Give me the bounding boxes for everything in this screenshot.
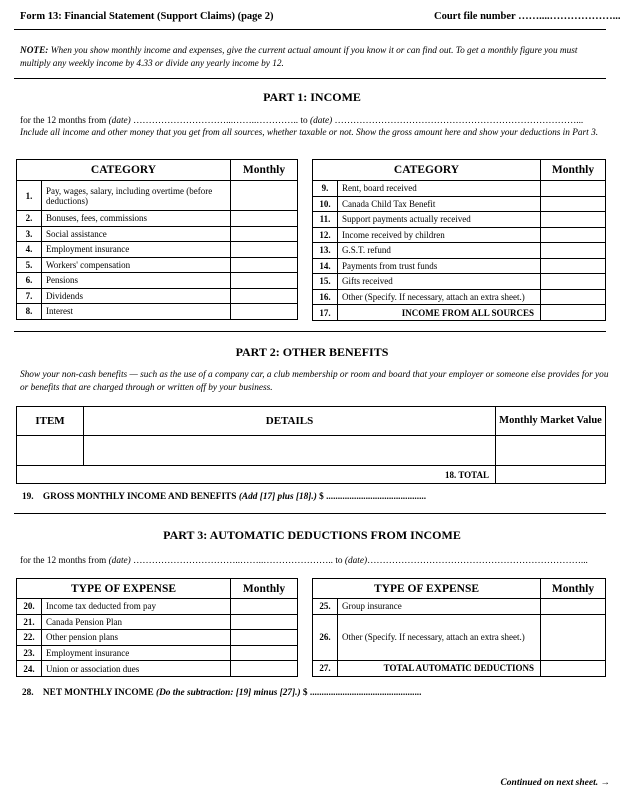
row-label: Other pension plans — [42, 630, 231, 646]
row-label: Union or association dues — [42, 661, 231, 677]
monthly-cell[interactable] — [231, 181, 298, 211]
row-number: 25. — [313, 599, 338, 615]
row-number: 17. — [313, 305, 338, 321]
row-number: 1. — [17, 181, 42, 211]
type-header: TYPE OF EXPENSE — [313, 579, 541, 599]
row-number: 11. — [313, 212, 338, 228]
row-number: 13. — [313, 243, 338, 259]
monthly-cell[interactable] — [541, 212, 606, 228]
table-row — [17, 257, 298, 273]
row-number: 27. — [313, 660, 338, 676]
income-table-left — [16, 159, 298, 320]
monthly-cell[interactable] — [541, 614, 606, 660]
table-row — [313, 227, 606, 243]
row-label: Other (Specify. If necessary, attach an extra sheet.) — [338, 289, 541, 305]
line28: 28. NET MONTHLY INCOME (Do the subtraction: [19] minus [27].) $ ................................................ — [22, 688, 422, 698]
value-cell[interactable] — [496, 436, 606, 466]
row-number: 2. — [17, 211, 42, 227]
row-number: 6. — [17, 273, 42, 289]
type-header: TYPE OF EXPENSE — [17, 579, 231, 599]
row-label: Employment insurance — [42, 242, 231, 258]
table-row — [17, 614, 298, 630]
monthly-cell[interactable] — [231, 288, 298, 304]
row-label: Canada Child Tax Benefit — [338, 196, 541, 212]
benefits-total-label: 18. TOTAL — [17, 466, 496, 484]
table-row — [17, 630, 298, 646]
table-row — [17, 599, 298, 615]
table-row — [313, 614, 606, 660]
row-label: Social assistance — [42, 226, 231, 242]
table-row — [17, 645, 298, 661]
part1-to-date[interactable]: ……………………………………………………………………... — [332, 116, 584, 126]
row-label: Bonuses, fees, commissions — [42, 211, 231, 227]
part3-from-date[interactable]: ……………………………..……..………………….. to — [130, 556, 345, 566]
table-row — [313, 599, 606, 615]
deductions-table-left — [16, 578, 298, 677]
line19-amount[interactable]: $ ........................................... — [319, 492, 427, 502]
table-row — [313, 243, 606, 259]
monthly-header: Monthly — [231, 579, 298, 599]
monthly-cell[interactable] — [231, 257, 298, 273]
monthly-cell[interactable] — [231, 614, 298, 630]
monthly-header: Monthly — [541, 579, 606, 599]
monthly-cell[interactable] — [541, 243, 606, 259]
row-label: Canada Pension Plan — [42, 614, 231, 630]
part3-to-date[interactable]: ……………………………………………………………... — [367, 556, 588, 566]
row-label: Gifts received — [338, 274, 541, 290]
row-number: 23. — [17, 645, 42, 661]
monthly-cell[interactable] — [231, 630, 298, 646]
total-row — [313, 660, 606, 676]
monthly-cell[interactable] — [541, 274, 606, 290]
row-label: G.S.T. refund — [338, 243, 541, 259]
row-number: 26. — [313, 614, 338, 660]
row-label: Support payments actually received — [338, 212, 541, 228]
row-number: 12. — [313, 227, 338, 243]
row-number: 8. — [17, 304, 42, 320]
table-row — [313, 196, 606, 212]
part1-title: PART 1: INCOME — [263, 90, 361, 104]
part1-instruction: Include all income and other money that you get from all sources, whether taxable or not. Show the gross amount here and show your deductions in Part 3. — [20, 128, 599, 138]
row-number: 10. — [313, 196, 338, 212]
row-number: 14. — [313, 258, 338, 274]
row-label: Group insurance — [338, 599, 541, 615]
monthly-cell[interactable] — [231, 645, 298, 661]
row-label: Interest — [42, 304, 231, 320]
part2-instruction: Show your non-cash benefits — such as the use of a company car, a club membership or room and board that your employer or someone else provides for you or benefits that are charged through or written off by your business. — [20, 370, 609, 393]
row-number: 20. — [17, 599, 42, 615]
row-label: Income received by children — [338, 227, 541, 243]
monthly-cell[interactable] — [231, 599, 298, 615]
monthly-cell[interactable] — [231, 211, 298, 227]
category-header: CATEGORY — [17, 160, 231, 181]
monthly-cell[interactable] — [231, 304, 298, 320]
part3-period: for the 12 months from (date) ……………………………..……..………………….. to (date)……………………………………………………………... — [20, 556, 588, 566]
total-cell[interactable] — [541, 660, 606, 676]
monthly-cell[interactable] — [231, 273, 298, 289]
details-header: DETAILS — [84, 407, 496, 436]
line19: 19. GROSS MONTHLY INCOME AND BENEFITS (Add [17] plus [18].) $ ........................................... — [22, 492, 427, 502]
row-label: Pay, wages, salary, including overtime (before deductions) — [42, 181, 231, 211]
part2-title: PART 2: OTHER BENEFITS — [235, 345, 389, 359]
details-cell[interactable] — [84, 436, 496, 466]
continued-note: Continued on next sheet. → — [500, 778, 610, 788]
row-label: Pensions — [42, 273, 231, 289]
divider — [14, 331, 606, 332]
total-label: TOTAL AUTOMATIC DEDUCTIONS — [338, 660, 541, 676]
monthly-cell[interactable] — [541, 258, 606, 274]
row-number: 4. — [17, 242, 42, 258]
table-row — [313, 258, 606, 274]
total-cell[interactable] — [541, 305, 606, 321]
monthly-cell[interactable] — [541, 227, 606, 243]
table-row — [17, 661, 298, 677]
note-label: NOTE: — [20, 46, 49, 56]
divider — [14, 78, 606, 79]
total-label: INCOME FROM ALL SOURCES — [338, 305, 541, 321]
row-label: Income tax deducted from pay — [42, 599, 231, 615]
row-number: 5. — [17, 257, 42, 273]
table-row — [17, 226, 298, 242]
part1-period: for the 12 months from (date) …………………………...……..………….. to (date) ……………………………………………………………………... — [20, 116, 584, 126]
table-row — [17, 304, 298, 320]
table-row — [17, 181, 298, 211]
divider — [14, 29, 606, 30]
item-header: ITEM — [17, 407, 84, 436]
line28-amount[interactable]: $ ................................................ — [302, 688, 422, 698]
monthly-cell[interactable] — [541, 181, 606, 197]
monthly-header: Monthly — [541, 160, 606, 181]
row-label: Other (Specify. If necessary, attach an extra sheet.) — [338, 614, 541, 660]
row-number: 3. — [17, 226, 42, 242]
row-label: Payments from trust funds — [338, 258, 541, 274]
row-label: Rent, board received — [338, 181, 541, 197]
table-row — [313, 212, 606, 228]
row-number: 9. — [313, 181, 338, 197]
income-table-right — [312, 159, 606, 321]
monthly-cell[interactable] — [231, 226, 298, 242]
monthly-cell[interactable] — [541, 599, 606, 615]
note — [20, 45, 610, 70]
note-text: When you show monthly income and expenses, give the current actual amount if you know it or can find out. To get a monthly figure you must multiply any weekly income by 4.33 or divide any yearly income by 12. — [20, 46, 578, 69]
monthly-cell[interactable] — [231, 242, 298, 258]
table-row — [17, 211, 298, 227]
row-label: Employment insurance — [42, 645, 231, 661]
item-cell[interactable] — [17, 436, 84, 466]
benefits-table — [16, 406, 606, 484]
row-number: 22. — [17, 630, 42, 646]
row-number: 21. — [17, 614, 42, 630]
table-row — [17, 242, 298, 258]
part1-from-date[interactable]: …………………………...……..………….. to — [130, 116, 311, 126]
category-header: CATEGORY — [313, 160, 541, 181]
row-number: 15. — [313, 274, 338, 290]
benefits-total-cell[interactable] — [496, 466, 606, 484]
divider — [14, 513, 606, 514]
monthly-header: Monthly — [231, 160, 298, 181]
monthly-cell[interactable] — [541, 196, 606, 212]
row-label: Workers' compensation — [42, 257, 231, 273]
total-row — [313, 305, 606, 321]
monthly-cell[interactable] — [231, 661, 298, 677]
value-header: Monthly Market Value — [496, 407, 606, 436]
table-row — [313, 289, 606, 305]
part3-title: PART 3: AUTOMATIC DEDUCTIONS FROM INCOME — [163, 528, 461, 542]
row-number: 7. — [17, 288, 42, 304]
table-row — [17, 288, 298, 304]
court-file-number[interactable]: Court file number ……....………………... — [434, 11, 621, 22]
monthly-cell[interactable] — [541, 289, 606, 305]
table-row — [17, 273, 298, 289]
row-number: 16. — [313, 289, 338, 305]
deductions-table-right — [312, 578, 606, 677]
row-number: 24. — [17, 661, 42, 677]
row-label: Dividends — [42, 288, 231, 304]
table-row — [313, 274, 606, 290]
table-row — [313, 181, 606, 197]
form-title: Form 13: Financial Statement (Support Claims) (page 2) — [20, 11, 274, 22]
